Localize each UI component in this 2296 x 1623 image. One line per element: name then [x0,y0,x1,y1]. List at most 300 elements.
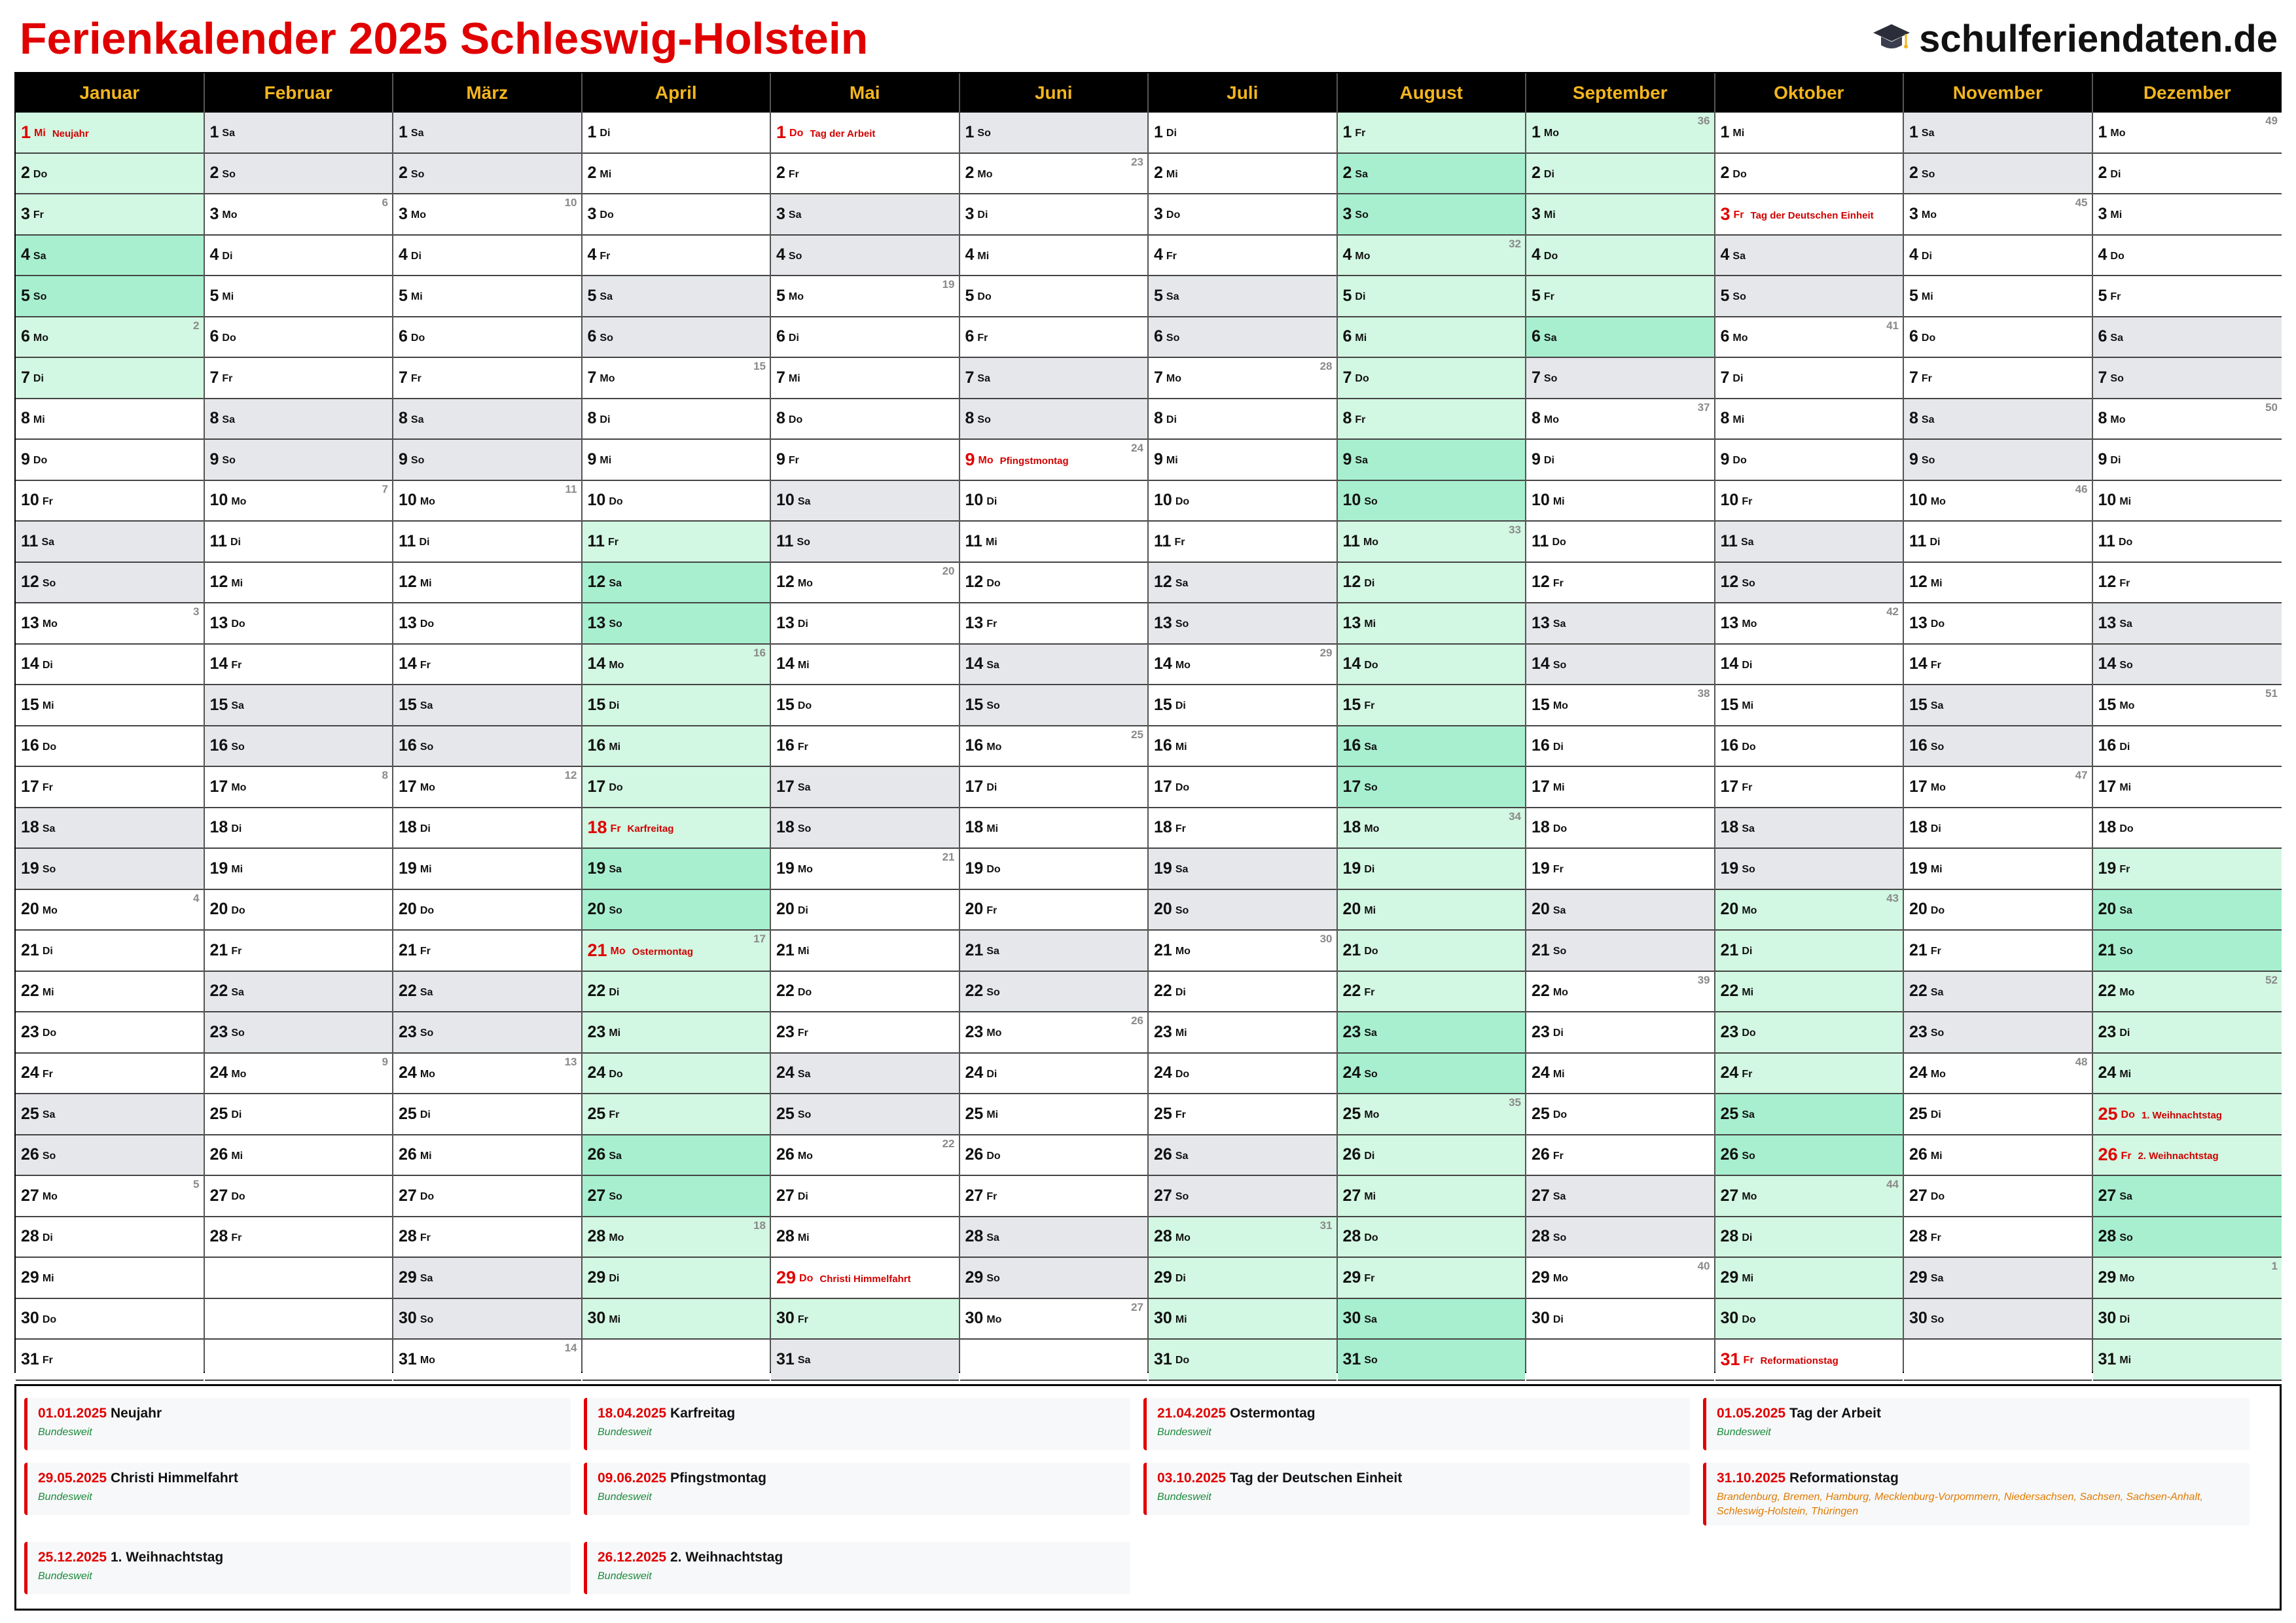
weekday-label: Sa [986,946,999,957]
day-cell [2093,1135,2282,1177]
day-number: 18 [965,818,984,837]
day-number: 2 [1909,164,1918,183]
weekday-label: Mo [610,946,626,957]
day-number: 13 [587,613,606,632]
month-column-dezember [2093,73,2282,1372]
day-cell [1338,399,1526,440]
week-number: 33 [1509,524,1521,536]
day-number: 2 [209,164,219,183]
weekday-label: Fr [1175,1109,1186,1121]
day-number: 6 [587,327,597,346]
day-number: 6 [1342,327,1352,346]
weekday-label: So [788,250,802,262]
weekday-label: Mi [1364,618,1376,630]
week-number: 14 [564,1342,577,1354]
weekday-label: Do [1552,537,1566,548]
day-cell [16,1094,204,1135]
day-cell [393,1299,581,1340]
day-cell [583,317,770,359]
day-number: 16 [1342,736,1361,755]
day-cell [960,767,1148,808]
weekday-label: Mi [609,741,621,753]
day-cell [1526,685,1714,726]
weekday-label: So [1175,618,1189,630]
weekday-label: Sa [1921,128,1935,139]
day-number: 12 [965,573,984,592]
weekday-label: Mi [231,1150,243,1162]
day-cell [205,645,393,686]
day-cell [393,1135,581,1177]
day-cell [1715,481,1903,522]
day-number: 10 [587,491,606,510]
day-number: 14 [1154,654,1172,673]
day-number: 5 [2098,286,2108,305]
day-cell [583,522,770,563]
day-number: 5 [21,286,30,305]
day-number: 29 [1532,1268,1550,1287]
day-number: 4 [587,245,597,264]
legend-holiday-name: Tag der Arbeit [1785,1406,1881,1421]
weekday-label: Do [600,209,614,221]
weekday-label: Mo [977,168,993,180]
day-number: 24 [1720,1063,1739,1082]
day-cell [1149,1054,1336,1095]
day-cell [583,726,770,768]
day-number: 6 [1909,327,1918,346]
day-cell [1526,1299,1714,1340]
day-cell [1338,726,1526,768]
weekday-label: Fr [788,168,799,180]
weekday-label: So [231,1027,245,1039]
day-number: 25 [587,1104,606,1123]
week-number: 21 [942,851,955,863]
day-cell [1715,1135,1903,1177]
day-number: 22 [587,982,606,1001]
day-number: 11 [1342,531,1360,550]
day-cell [771,481,959,522]
weekday-label: Fr [1355,128,1366,139]
day-cell [1149,685,1336,726]
legend-holiday-name: Karfreitag [666,1406,736,1421]
weekday-label: Do [1552,1109,1568,1121]
weekday-label: Di [222,250,233,262]
day-cell [583,808,770,849]
day-number: 19 [1909,859,1928,878]
weekday-label: Mo [797,1150,813,1162]
weekday-label: Mo [797,864,813,876]
weekday-label: Di [2119,1027,2130,1039]
weekday-label: Mi [797,1232,810,1243]
weekday-label: Mi [410,291,423,303]
day-number: 15 [1342,695,1361,714]
legend-holiday-name: Reformationstag [1785,1471,1899,1486]
weekday-label: Fr [607,537,619,548]
day-number: 5 [1154,286,1163,305]
day-cell [1715,645,1903,686]
week-number: 5 [193,1178,200,1190]
week-number: 48 [2075,1055,2088,1068]
day-cell [393,1217,581,1258]
day-number: 10 [1342,491,1361,510]
day-number: 5 [1909,286,1918,305]
day-number: 18 [1720,818,1739,837]
day-cell [2093,849,2282,890]
weekday-label: Di [1742,659,1753,671]
day-number: 24 [1909,1063,1928,1082]
day-cell [2093,1176,2282,1217]
day-cell [960,645,1148,686]
weekday-label: Fr [1543,291,1554,303]
day-number: 29 [776,1267,797,1287]
weekday-label: So [1543,373,1558,385]
day-cell [1904,399,2092,440]
day-cell [16,399,204,440]
week-number: 10 [564,196,577,209]
day-cell [771,1094,959,1135]
day-number: 10 [1909,491,1928,510]
day-cell [393,194,581,236]
day-number: 29 [1909,1268,1928,1287]
weekday-label: Do [1742,741,1756,753]
day-number: 8 [1154,409,1163,428]
day-number: 28 [209,1227,228,1246]
day-cell [771,603,959,645]
day-cell [1338,1299,1526,1340]
day-cell [583,1012,770,1054]
day-cell [16,1340,204,1381]
day-cell [2093,726,2282,768]
month-header: Oktober [1715,73,1903,113]
day-cell [1526,481,1714,522]
weekday-label: Mo [1175,1232,1191,1243]
weekday-label: Mi [231,864,243,876]
day-number: 21 [587,940,607,960]
day-number: 27 [1532,1186,1550,1205]
day-number: 14 [209,654,228,673]
day-cell [771,399,959,440]
day-cell [1338,1176,1526,1217]
weekday-label: Sa [977,373,990,385]
weekday-label: So [42,577,56,589]
day-number: 12 [776,573,795,592]
week-number: 46 [2075,482,2088,495]
day-cell [1149,1176,1336,1217]
weekday-label: Do [799,1273,814,1285]
week-number: 41 [1886,319,1899,332]
day-cell [393,1054,581,1095]
day-number: 30 [776,1309,795,1328]
weekday-label: Mi [985,537,997,548]
week-number: 3 [193,605,200,618]
public-holiday-label: Pfingstmontag [999,455,1069,467]
public-holiday-label: Neujahr [52,128,89,139]
weekday-label: Sa [797,782,811,794]
day-cell [1338,685,1526,726]
weekday-label: Sa [41,537,55,548]
day-number: 28 [776,1227,795,1246]
day-cell [583,972,770,1013]
day-number: 27 [21,1186,39,1205]
day-cell [1904,1258,2092,1299]
weekday-label: So [1732,291,1746,303]
day-number: 5 [399,286,408,305]
weekday-label: So [1364,495,1378,507]
weekday-label: Fr [797,741,808,753]
day-number: 27 [965,1186,984,1205]
day-number: 27 [1720,1186,1739,1205]
day-cell [1904,931,2092,972]
day-number: 29 [21,1268,39,1287]
day-number: 11 [1909,531,1927,550]
weekday-label: Mi [1355,332,1367,344]
weekday-label: So [609,904,622,916]
day-cell [960,849,1148,890]
day-number: 1 [776,122,787,142]
weekday-label: Do [609,1068,623,1080]
weekday-label: Fr [33,209,44,221]
weekday-label: Mi [231,577,243,589]
day-number: 8 [1720,409,1730,428]
day-number: 21 [776,940,795,959]
day-number: 27 [399,1186,417,1205]
day-cell [1149,890,1336,931]
weekday-label: Sa [986,1232,999,1243]
day-cell [960,113,1148,154]
empty-day-cell [960,1340,1148,1381]
day-cell [1526,603,1714,645]
day-number: 19 [587,859,606,878]
day-cell [1715,317,1903,359]
weekday-label: Mo [420,1068,435,1080]
day-number: 26 [776,1145,795,1164]
weekday-label: Mi [2119,495,2132,507]
day-cell [1715,849,1903,890]
day-number: 16 [1720,736,1739,755]
weekday-label: Mo [231,782,247,794]
weekday-label: Do [797,986,812,998]
weekday-label: Mo [1166,373,1182,385]
weekday-label: Mo [410,209,427,221]
day-number: 2 [21,164,30,183]
day-cell [16,1176,204,1217]
weekday-label: Fr [1743,1355,1754,1366]
day-number: 8 [1532,409,1541,428]
day-cell [393,481,581,522]
day-number: 7 [1154,368,1163,387]
weekday-label: Do [1364,1232,1378,1243]
day-cell [960,1135,1148,1177]
weekday-label: Di [1742,1232,1753,1243]
day-cell [583,849,770,890]
day-number: 19 [209,859,228,878]
day-cell [205,1012,393,1054]
day-number: 8 [399,409,408,428]
empty-day-cell [205,1299,393,1340]
weekday-label: Mo [1543,128,1560,139]
weekday-label: Sa [231,986,244,998]
public-holiday-label: 1. Weihnachtstag [2141,1109,2222,1121]
week-number: 27 [1131,1300,1143,1313]
weekday-label: Di [33,373,44,385]
legend-scope: Bundesweit [1157,1427,1211,1438]
week-number: 2 [193,319,200,332]
weekday-label: Di [231,1109,242,1121]
weekday-label: Do [222,332,236,344]
weekday-label: Do [1175,495,1190,507]
weekday-label: Fr [1364,986,1375,998]
day-number: 7 [21,368,30,387]
legend-item [1703,1398,2250,1450]
weekday-label: Sa [410,414,424,425]
day-cell [1715,972,1903,1013]
day-number: 4 [1342,245,1352,264]
day-number: 28 [965,1227,984,1246]
day-number: 16 [1909,736,1928,755]
legend-item [24,1542,571,1594]
year-calendar-grid [14,72,2282,1373]
weekday-label: Mi [600,455,612,467]
weekday-label: Mi [34,128,46,139]
day-number: 13 [1720,613,1739,632]
day-number: 9 [776,450,785,469]
day-number: 9 [399,450,408,469]
day-number: 18 [776,818,795,837]
weekday-label: Mi [1543,209,1556,221]
day-number: 9 [1342,450,1352,469]
day-number: 16 [399,736,417,755]
weekday-label: Mo [1742,1191,1757,1203]
day-number: 26 [965,1145,984,1164]
week-number: 36 [1697,115,1710,127]
weekday-label: Mi [1175,741,1187,753]
day-cell [1338,1135,1526,1177]
day-number: 8 [21,409,30,428]
weekday-label: So [2110,373,2124,385]
weekday-label: Fr [1552,577,1564,589]
day-number: 26 [587,1145,606,1164]
day-cell [1904,890,2092,931]
day-cell [205,1135,393,1177]
day-cell [393,276,581,317]
day-cell [1149,522,1336,563]
day-number: 18 [2098,818,2117,837]
day-cell [1149,1299,1336,1340]
legend-scope: Brandenburg, Bremen, Hamburg, Mecklenburg-Vorpommern, Niedersachsen, Sachsen, Sachsen-Anhalt, Schleswig-Holstein, Thüringen [1717,1491,2203,1517]
day-cell [1526,522,1714,563]
day-cell [205,726,393,768]
day-number: 26 [1909,1145,1928,1164]
day-cell [2093,972,2282,1013]
weekday-label: Fr [1742,495,1753,507]
weekday-label: Mi [986,823,999,834]
day-number: 9 [965,449,975,469]
day-number: 17 [776,777,795,796]
day-cell [205,849,393,890]
day-number: 31 [21,1349,39,1368]
day-number: 4 [965,245,975,264]
day-cell [771,154,959,195]
day-number: 7 [209,368,219,387]
weekday-label: Mi [1166,455,1178,467]
day-cell [1526,972,1714,1013]
day-cell [583,1217,770,1258]
weekday-label: So [1921,455,1935,467]
brand[interactable] [1872,9,2278,68]
day-number: 8 [209,409,219,428]
day-cell [771,563,959,604]
legend-date: 21.04.2025 [1157,1406,1227,1421]
day-cell [205,440,393,481]
day-cell [205,399,393,440]
day-number: 9 [21,450,30,469]
day-number: 24 [965,1063,984,1082]
day-number: 11 [587,531,605,550]
weekday-label: Sa [1355,168,1368,180]
day-cell [16,603,204,645]
weekday-label: So [986,986,1000,998]
weekday-label: Do [2121,1109,2135,1121]
weekday-label: Mo [1742,618,1757,630]
weekday-label: So [977,128,991,139]
day-number: 26 [1720,1145,1739,1164]
day-number: 16 [776,736,795,755]
weekday-label: Mo [986,741,1002,753]
day-cell [960,1258,1148,1299]
day-number: 11 [399,531,416,550]
day-number: 24 [2098,1063,2117,1082]
weekday-label: Mi [1930,864,1943,876]
day-number: 31 [776,1349,795,1368]
public-holiday-label: 2. Weihnachtstag [2138,1150,2219,1162]
weekday-label: Sa [1175,1150,1189,1162]
day-number: 12 [2098,573,2117,592]
weekday-label: Sa [420,700,433,712]
day-cell [2093,276,2282,317]
weekday-label: So [1364,782,1378,794]
legend-scope: Bundesweit [598,1491,652,1503]
weekday-label: Di [2110,455,2121,467]
weekday-label: So [33,291,47,303]
weekday-label: Di [1364,577,1375,589]
day-cell [1149,440,1336,481]
weekday-label: Do [420,618,435,630]
weekday-label: Mi [33,414,45,425]
weekday-label: Sa [420,986,433,998]
day-number: 2 [776,164,785,183]
week-number: 47 [2075,769,2088,781]
day-number: 30 [1909,1309,1928,1328]
weekday-label: So [410,168,425,180]
day-cell [1149,645,1336,686]
day-cell [16,358,204,399]
weekday-label: Fr [1930,659,1941,671]
day-cell [771,1054,959,1095]
weekday-label: So [1742,1150,1755,1162]
weekday-label: Fr [1552,1150,1564,1162]
day-number: 5 [587,286,597,305]
day-cell [1149,399,1336,440]
weekday-label: Fr [977,332,988,344]
weekday-label: So [1921,168,1935,180]
day-cell [1715,603,1903,645]
day-number: 3 [1154,204,1163,223]
day-cell [205,1054,393,1095]
weekday-label: So [410,455,425,467]
day-cell [583,358,770,399]
weekday-label: Sa [1543,332,1557,344]
weekday-label: Do [1930,618,1945,630]
weekday-label: So [1166,332,1180,344]
